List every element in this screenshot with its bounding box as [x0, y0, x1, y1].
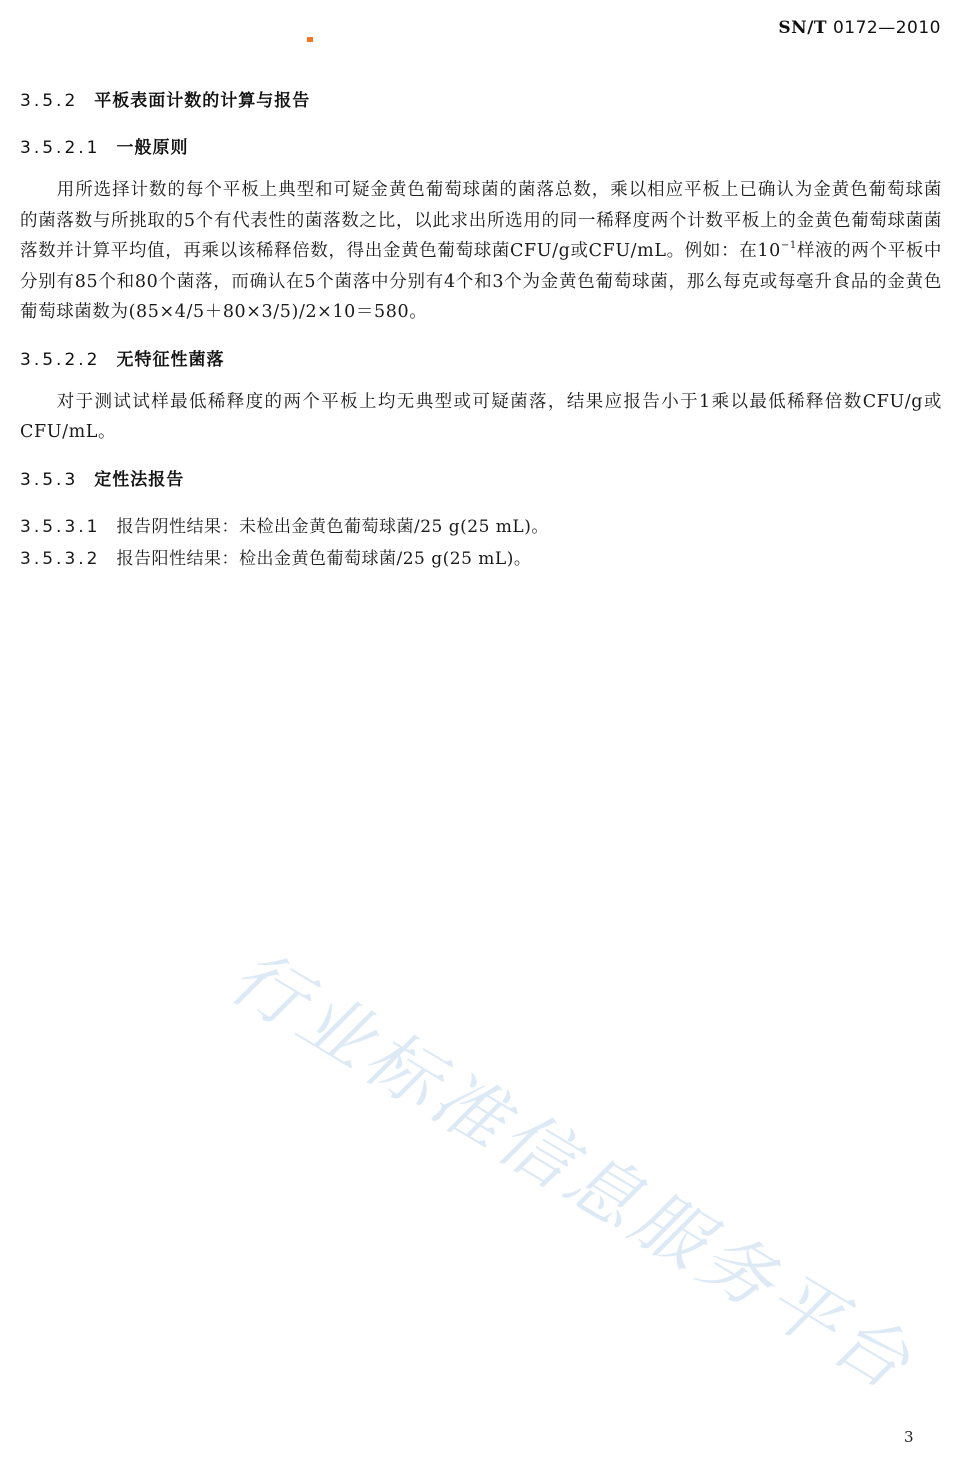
item-3-5-3-1: [20, 512, 942, 542]
document-body: [20, 86, 942, 574]
section-number: 3.5.2: [20, 91, 79, 111]
item-3-5-3-2: [20, 544, 942, 574]
paragraph-text: 对于测试试样最低稀释度的两个平板上均无典型或可疑菌落，结果应报告小于1乘以最低稀释倍数CFU/g或CFU/mL。: [20, 391, 942, 442]
paragraph-text-b: 样液的两个平板中分别有85个和80个菌落，而确认在5个菌落中分别有4个和3个为金黄色葡萄球菌，那么每克或每毫升食品的金黄色葡萄球菌数为(85×4/5＋80×3/5)/2×10＝580。: [20, 241, 942, 322]
orange-mark: [307, 37, 313, 42]
paragraph-text-a: 用所选择计数的每个平板上典型和可疑金黄色葡萄球菌的菌落总数，乘以相应平板上已确认为金黄色葡萄球菌的菌落数与所挑取的5个有代表性的菌落数之比，以此求出所选用的同一稀释度两个计数平板上的金黄色葡萄球菌菌落数并计算平均值，再乘以该稀释倍数，得出金黄色葡萄球菌CFU/g或CFU/mL。例如：在10: [20, 180, 942, 261]
section-number: 3.5.2.2: [20, 349, 101, 370]
paragraph-no-characteristic: [20, 387, 942, 448]
paragraph-general-principle: [20, 175, 942, 328]
section-number: 3.5.3.2: [20, 548, 101, 569]
section-title: 平板表面计数的计算与报告: [94, 91, 311, 111]
watermark: 行业标准信息服务平台: [216, 933, 929, 1408]
page-number: 3: [904, 1428, 914, 1446]
section-title: 一般原则: [116, 138, 189, 158]
heading-3-5-2-2: [20, 345, 942, 375]
standard-number: [778, 18, 941, 38]
item-text: 报告阳性结果：检出金黄色葡萄球菌/25 g(25 mL)。: [116, 548, 532, 569]
section-number: 3.5.3.1: [20, 516, 101, 537]
heading-3-5-2: [20, 86, 942, 116]
section-title: 无特征性菌落: [116, 349, 225, 370]
standard-prefix: SN/T: [778, 18, 828, 38]
section-number: 3.5.3: [20, 469, 79, 490]
section-title: 定性法报告: [94, 469, 185, 490]
standard-code: 0172—2010: [832, 18, 941, 38]
section-number: 3.5.2.1: [20, 138, 101, 158]
heading-3-5-2-1: [20, 133, 942, 163]
heading-3-5-3: [20, 465, 942, 495]
item-text: 报告阴性结果：未检出金黄色葡萄球菌/25 g(25 mL)。: [116, 516, 549, 537]
superscript-exponent: −1: [780, 240, 797, 251]
